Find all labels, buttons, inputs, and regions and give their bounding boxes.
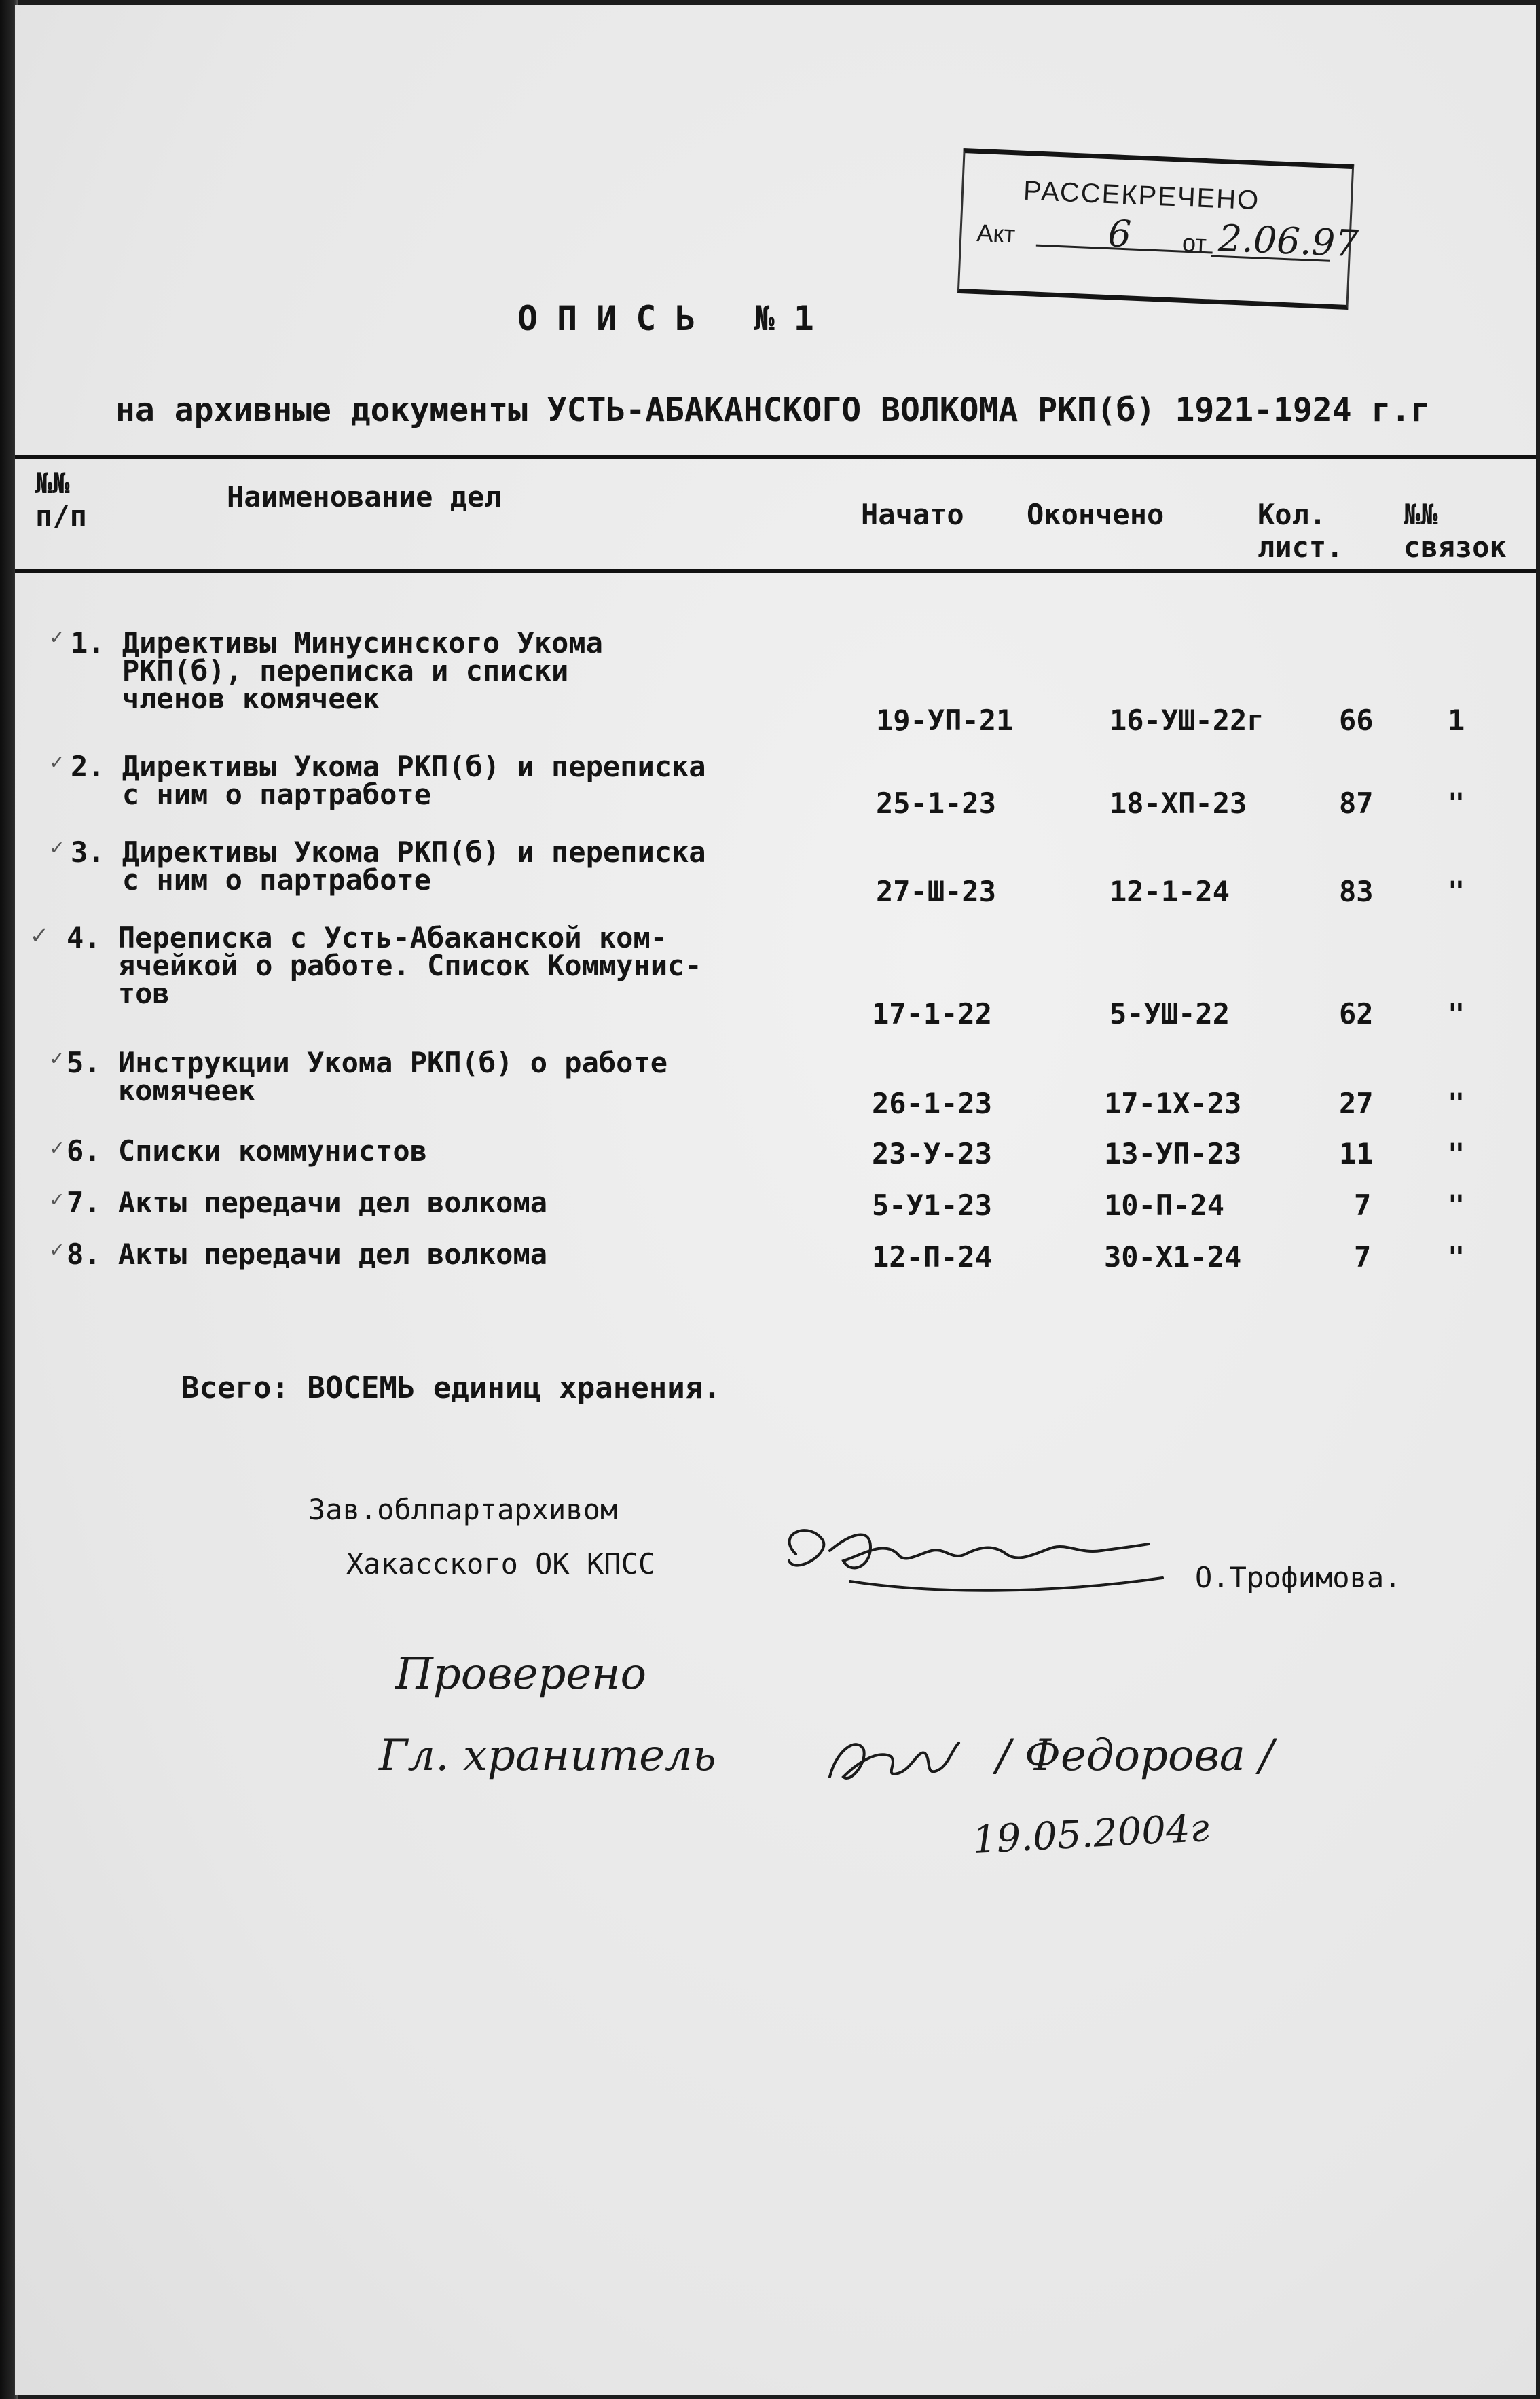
- row-7-bundle: ": [1448, 1189, 1465, 1222]
- row-6-start: 23-У-23: [872, 1137, 993, 1170]
- header-bottom-rule: [15, 569, 1536, 573]
- row-7-end: 10-П-24: [1104, 1189, 1225, 1222]
- check-mark: ✓: [50, 1186, 64, 1212]
- row-3-end: 12-1-24: [1110, 875, 1230, 908]
- row-2-end: 18-ХП-23: [1110, 787, 1247, 820]
- handwritten-position: Гл. хранитель: [379, 1731, 716, 1781]
- check-mark: ✓: [50, 748, 64, 774]
- stamp-from-label: от: [1181, 228, 1207, 258]
- row-2-sheets: 87: [1339, 787, 1374, 820]
- row-4-sheets: 62: [1339, 997, 1374, 1030]
- row-3-start: 27-Ш-23: [876, 875, 997, 908]
- handwritten-signature: [816, 1722, 972, 1797]
- row-5-sheets: 27: [1339, 1087, 1374, 1120]
- row-8-start: 12-П-24: [872, 1240, 993, 1274]
- row-5-name: 5. Инструкции Укома РКП(б) о работе комячеек: [67, 1046, 668, 1107]
- row-2-name: 2. Директивы Укома РКП(б) и переписка с ним о партработе: [71, 750, 706, 811]
- document-subtitle: на архивные документы УСТЬ-АБАКАНСКОГО ВОЛКОМА РКП(б) 1921-1924 г.г: [115, 391, 1431, 429]
- check-mark: ✓: [50, 1045, 64, 1070]
- check-mark: ✓: [50, 624, 64, 649]
- handwritten-date: 19.05.2004г: [971, 1805, 1211, 1863]
- row-7-name: 7. Акты передачи дел волкома: [67, 1186, 548, 1219]
- row-4-end: 5-УШ-22: [1110, 997, 1230, 1030]
- row-1-name: 1. Директивы Минусинского Укома РКП(б), переписка и списки членов комячеек: [71, 626, 603, 715]
- stamp-act-number: 6: [1107, 212, 1133, 256]
- check-mark: ✓: [31, 920, 47, 950]
- signatory-position-line1: Зав.облпартархивом: [308, 1493, 618, 1526]
- header-name: Наименование дел: [227, 480, 502, 513]
- signatory-position-line2: Хакасского ОК КПСС: [346, 1547, 656, 1581]
- header-bundle: №№ связок: [1404, 498, 1507, 564]
- row-7-sheets: 7: [1354, 1189, 1372, 1222]
- stamp-title: РАССЕКРЕЧЕНО: [1023, 175, 1261, 216]
- header-top-rule: [15, 455, 1536, 459]
- row-1-bundle: 1: [1448, 704, 1465, 737]
- row-4-name: 4. Переписка с Усть-Абаканской ком- ячейкой о работе. Список Коммунис- тов: [67, 921, 702, 1010]
- row-1-sheets: 66: [1339, 704, 1374, 737]
- check-mark: ✓: [50, 1134, 64, 1160]
- header-sheets: Кол. лист.: [1258, 498, 1344, 564]
- header-num: №№ п/п: [35, 467, 87, 533]
- stamp-act-label: Акт: [976, 218, 1016, 249]
- handwritten-checked: Проверено: [395, 1649, 646, 1699]
- declassified-stamp: [957, 148, 1359, 310]
- document-page: [15, 5, 1536, 2395]
- row-8-sheets: 7: [1354, 1240, 1372, 1274]
- row-3-bundle: ": [1448, 875, 1465, 908]
- row-3-name: 3. Директивы Укома РКП(б) и переписка с ним о партработе: [71, 835, 706, 897]
- row-6-sheets: 11: [1339, 1137, 1374, 1170]
- header-start: Начато: [861, 498, 964, 531]
- row-4-bundle: ": [1448, 997, 1465, 1030]
- stamp-date: 2.06.97: [1217, 216, 1359, 266]
- row-8-bundle: ": [1448, 1240, 1465, 1274]
- row-2-start: 25-1-23: [876, 787, 997, 820]
- row-4-start: 17-1-22: [872, 997, 993, 1030]
- row-5-bundle: ": [1448, 1087, 1465, 1120]
- header-end: Окончено: [1027, 498, 1165, 531]
- row-8-name: 8. Акты передачи дел волкома: [67, 1238, 548, 1271]
- check-mark: ✓: [50, 1236, 64, 1262]
- row-1-end: 16-УШ-22г: [1110, 704, 1264, 737]
- row-3-sheets: 83: [1339, 875, 1374, 908]
- row-6-bundle: ": [1448, 1137, 1465, 1170]
- row-6-end: 13-УП-23: [1104, 1137, 1242, 1170]
- signatory-name: О.Трофимова.: [1195, 1561, 1401, 1594]
- row-7-start: 5-У1-23: [872, 1189, 993, 1222]
- row-2-bundle: ": [1448, 787, 1465, 820]
- check-mark: ✓: [50, 834, 64, 860]
- trofimova-signature: [769, 1513, 1190, 1608]
- document-title: ОПИСЬ №1: [517, 299, 833, 338]
- row-1-start: 19-УП-21: [876, 704, 1014, 737]
- total-line: Всего: ВОСЕМЬ единиц хранения.: [181, 1371, 721, 1405]
- handwritten-name: / Федорова /: [996, 1731, 1274, 1781]
- row-6-name: 6. Списки коммунистов: [67, 1134, 428, 1168]
- row-8-end: 30-Х1-24: [1104, 1240, 1242, 1274]
- row-5-end: 17-1Х-23: [1104, 1087, 1242, 1120]
- row-5-start: 26-1-23: [872, 1087, 993, 1120]
